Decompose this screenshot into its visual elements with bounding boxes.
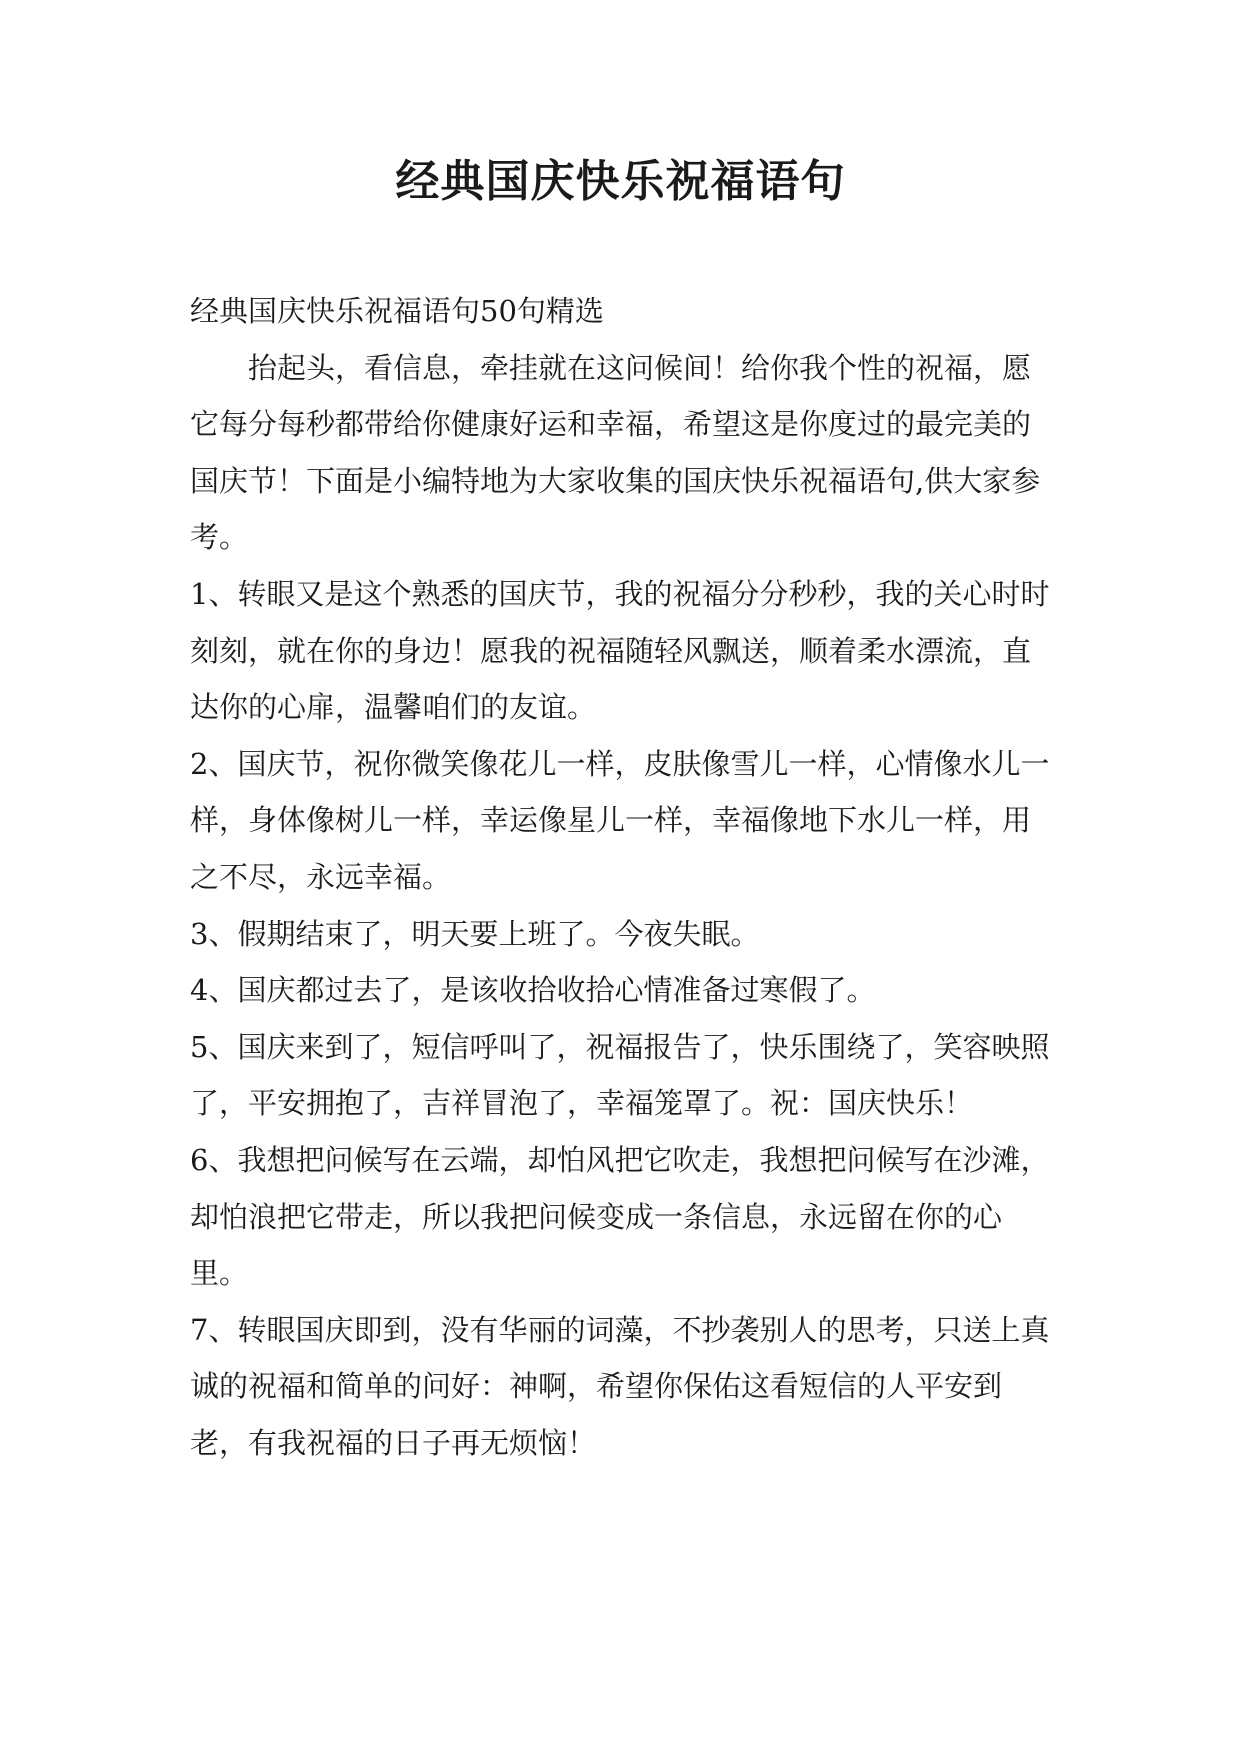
list-item: 2、国庆节，祝你微笑像花儿一样，皮肤像雪儿一样，心情像水儿一样，身体像树儿一样，幸运像星儿一样，幸福像地下水儿一样，用之不尽，永远幸福。 [190,746,1050,894]
list-item: 5、国庆来到了，短信呼叫了，祝福报告了，快乐围绕了，笑容映照了，平安拥抱了，吉祥冒泡了，幸福笼罩了。祝：国庆快乐！ [190,1029,1050,1121]
list-item: 4、国庆都过去了，是该收拾收拾心情准备过寒假了。 [190,973,876,1008]
subtitle-line: 经典国庆快乐祝福语句50句精选 [190,294,604,328]
list-item: 6、我想把问候写在云端，却怕风把它吹走，我想把问候写在沙滩，却怕浪把它带走，所以我把问候变成一条信息，永远留在你的心里。 [190,1142,1050,1291]
intro-paragraph: 抬起头，看信息，牵挂就在这问候间！给你我个性的祝福，愿它每分每秒都带给你健康好运和幸福，希望这是你度过的最完美的国庆节！下面是小编特地为大家收集的国庆快乐祝福语句,供大家参考。 [190,350,1041,555]
list-item: 3、假期结束了，明天要上班了。今夜失眠。 [190,916,760,951]
document-title: 经典国庆快乐祝福语句 [395,156,846,207]
document-body [190,283,1052,1471]
list-item: 1、转眼又是这个熟悉的国庆节，我的祝福分分秒秒，我的关心时时刻刻，就在你的身边！愿我的祝福随轻风飘送，顺着柔水漂流，直达你的心扉，温馨咱们的友谊。 [190,576,1050,725]
list-item: 7、转眼国庆即到，没有华丽的词藻，不抄袭别人的思考，只送上真诚的祝福和简单的问好：神啊，希望你保佑这看短信的人平安到老，有我祝福的日子再无烦恼！ [190,1312,1050,1460]
